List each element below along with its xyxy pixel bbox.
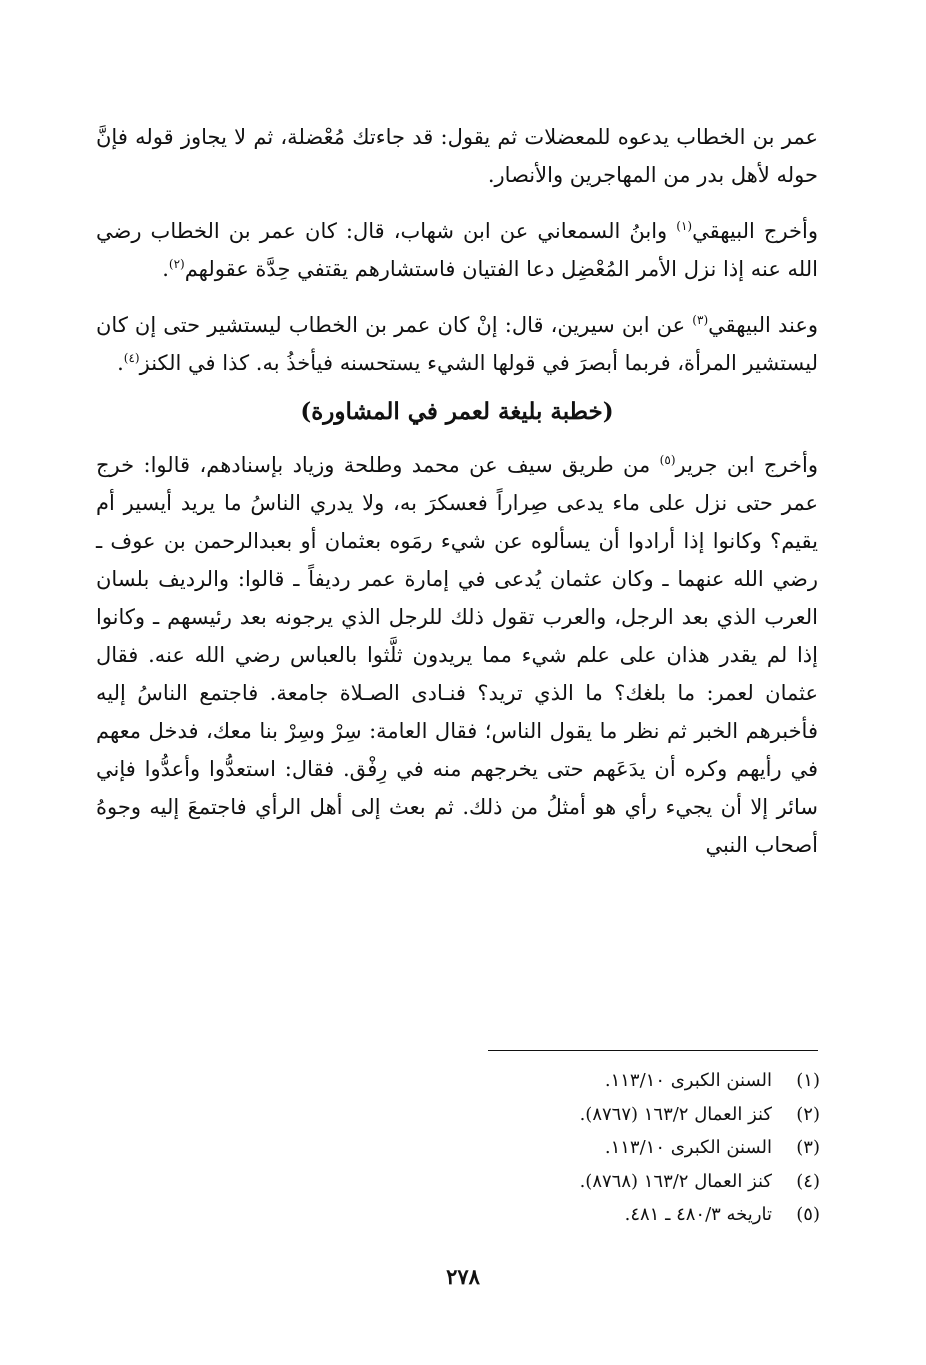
paragraph-3 xyxy=(96,306,818,382)
footnote-number: (٣) xyxy=(796,1137,820,1159)
paragraph-2-text-middle: وابنُ السمعاني عن ابن شهاب، قال: كان عمر بن الخطاب رضي الله عنه إذا نزل الأمر المُعْضِل دعا الفتيان فاستشارهم يقتفي حِدَّة عقولهم xyxy=(96,219,818,281)
footnote-number: (٤) xyxy=(796,1170,820,1192)
paragraph-3-text-middle: عن ابن سيرين، قال: إنْ كان عمر بن الخطاب ليستشير حتى إن كان ليستشير المرأة، فربما أبصرَ في قولها الشيء يستحسنه فيأخذُ به. كذا في الكنز xyxy=(96,313,818,375)
paragraph-1 xyxy=(96,118,818,194)
paragraph-4-text-body: من طريق سيف عن محمد وطلحة وزياد بإسنادهم، قالوا: خرج عمر حتى نزل على ماء يدعى صِراراً فعسكرَ به، ولا يدري الناسُ ما يريد أيسير أم يقيم؟ وكانوا إذا أرادوا أن يسألوه عن شيء رمَوه بعثمان أو بعبدالرحمن بن عوف ـ رضي الله عنهما ـ وكان عثمان يُدعى في إمارة عمر رديفاً ـ قالوا: والرديف بلسان العرب الذي بعد الرجل، والعرب تقول ذلك للرجل الذي يرجونه بعد رئيسهم ـ وكانوا إذا لم يقدر هذان على علم شيء مما يريدون ثلَّثوا بالعباس رضي الله عنه. فقال عثمان لعمر: ما بلغك؟ ما الذي تريد؟ فنـادى الصـلاة جامعة. فاجتمع الناسُ إليه فأخبرهم الخبر ثم نظر ما يقول الناس؛ فقال العامة: سِرْ وسِرْ بنا معك، فدخل معهم في رأيهم وكره أن يدَعَهم حتى يخرجهم منه في رِفْق. فقال: استعدُّوا وأعدُّوا فإني سائر إلا أن يجيء رأي هو أمثلُ من ذلك. ثم بعث إلى أهل الرأي فاجتمعَ إليه وجوهُ أصحاب النبي xyxy=(96,453,818,857)
footnote-4 xyxy=(320,1165,820,1199)
footnote-text: كنز العمال ١٦٣/٢ (٨٧٦٨). xyxy=(579,1170,772,1192)
footnote-text: تاريخه ٤٨٠/٣ ـ ٤٨١. xyxy=(624,1204,772,1226)
footnote-ref-3[interactable]: (٣) xyxy=(692,313,709,327)
paragraph-1-text: عمر بن الخطاب يدعوه للمعضلات ثم يقول: قد جاءتك مُعْضلة، ثم لا يجاوز قوله فإنَّ حوله لأهل بدر من المهاجرين والأنصار. xyxy=(96,125,818,187)
footnote-ref-2[interactable]: (٢) xyxy=(168,257,185,271)
footnote-number: (٥) xyxy=(796,1204,820,1226)
paragraph-4 xyxy=(96,446,818,864)
footnote-number: (٢) xyxy=(796,1103,820,1125)
footnote-3 xyxy=(320,1131,820,1165)
page-number: ٢٧٨ xyxy=(446,1264,480,1289)
footnote-text: السنن الكبرى ١١٣/١٠. xyxy=(604,1137,772,1159)
footnote-ref-5[interactable]: (٥) xyxy=(659,453,676,467)
footnote-number: (١) xyxy=(796,1070,820,1091)
footnote-divider xyxy=(488,1050,818,1051)
paragraph-3-text-start: وعند البيهقي xyxy=(708,313,818,337)
section-heading: (خطبة بليغة لعمر في المشاورة) xyxy=(300,398,614,425)
footnote-text: السنن الكبرى ١١٣/١٠. xyxy=(604,1070,772,1091)
paragraph-2 xyxy=(96,212,818,288)
footnote-2 xyxy=(320,1098,820,1132)
footnote-5 xyxy=(320,1198,820,1232)
footnote-text: كنز العمال ١٦٣/٢ (٨٧٦٧). xyxy=(579,1103,772,1125)
footnotes xyxy=(320,1064,820,1232)
page-body xyxy=(96,118,818,864)
footnote-ref-1[interactable]: (١) xyxy=(676,219,693,233)
footnote-1 xyxy=(320,1064,820,1098)
footnote-ref-4[interactable]: (٤) xyxy=(123,351,140,365)
paragraph-3-text-end: . xyxy=(117,351,124,375)
paragraph-2-text-end: . xyxy=(162,257,169,281)
paragraph-4-text-start: وأخرج ابن جرير xyxy=(675,453,818,477)
paragraph-2-text-start: وأخرج البيهقي xyxy=(692,219,818,243)
